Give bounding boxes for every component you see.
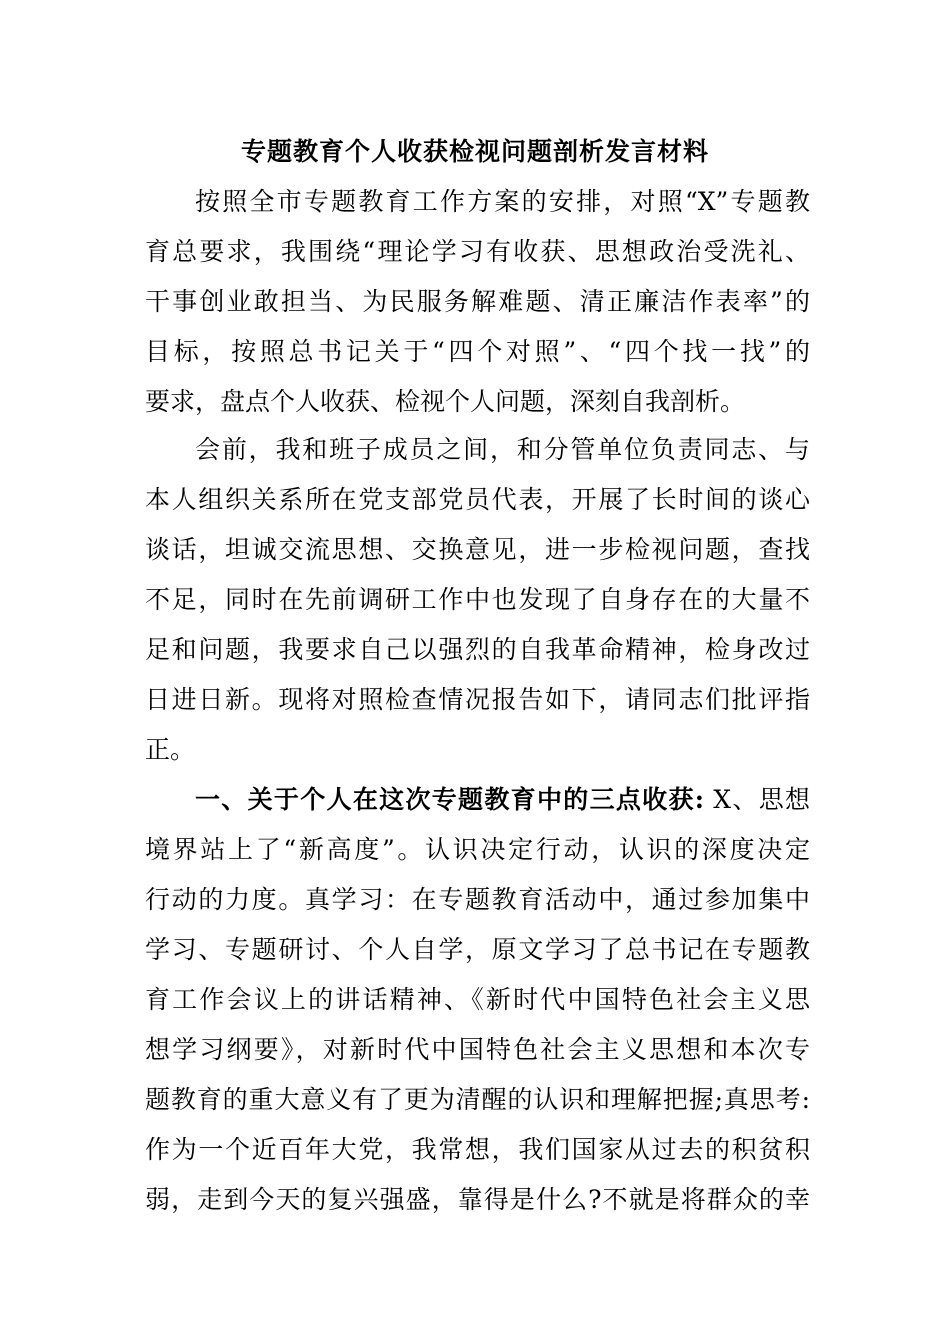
- paragraph-line: 足和问题，我要求自己以强烈的自我革命精神，检身改过: [145, 635, 810, 664]
- paragraph-line: 会前，我和班子成员之间，和分管单位负责同志、与: [195, 435, 810, 464]
- paragraph-line: 谈话，坦诚交流思想、交换意见，进一步检视问题，查找: [145, 535, 810, 564]
- paragraph-line: 按照全市专题教育工作方案的安排，对照“X”专题教: [195, 187, 810, 216]
- paragraph-line: [145, 775, 810, 825]
- paragraph-2: [145, 425, 810, 775]
- heading-continuation: X、思想: [704, 785, 810, 814]
- document-title: 专题教育个人收获检视问题剖析发言材料: [240, 137, 709, 166]
- paragraph-line: 正。: [145, 735, 196, 764]
- paragraph-line: 要求，盘点个人收获、检视个人问题，深刻自我剖析。: [145, 387, 746, 416]
- paragraph-line: 日进日新。现将对照检查情况报告如下，请同志们批评指: [145, 685, 810, 714]
- section-heading: 一、关于个人在这次专题教育中的三点收获:: [195, 785, 705, 814]
- paragraph-line: 境界站上了“新高度”。认识决定行动，认识的深度决定: [145, 835, 810, 864]
- paragraph-line: 本人组织关系所在党支部党员代表，开展了长时间的谈心: [145, 485, 810, 514]
- paragraph-3: [145, 775, 810, 1225]
- paragraph-line: 育工作会议上的讲话精神、《新时代中国特色社会主义思: [145, 985, 810, 1014]
- paragraph-line: 作为一个近百年大党，我常想，我们国家从过去的积贫积: [145, 1135, 810, 1164]
- paragraph-line: 不足，同时在先前调研工作中也发现了自身存在的大量不: [145, 585, 810, 614]
- paragraph-line: 育总要求，我围绕“理论学习有收获、思想政治受洗礼、: [145, 237, 810, 266]
- paragraph-line: 题教育的重大意义有了更为清醒的认识和理解把握;真思考:: [145, 1085, 810, 1114]
- paragraph-line: 目标，按照总书记关于“四个对照”、“四个找一找”的: [145, 337, 810, 366]
- paragraph-1: [145, 177, 810, 427]
- paragraph-line: 行动的力度。真学习：在专题教育活动中，通过参加集中: [145, 885, 810, 914]
- paragraph-line: 想学习纲要》，对新时代中国特色社会主义思想和本次专: [145, 1035, 810, 1064]
- paragraph-line: 弱，走到今天的复兴强盛，靠得是什么?不就是将群众的幸: [145, 1185, 810, 1214]
- paragraph-line: 干事创业敢担当、为民服务解难题、清正廉洁作表率”的: [145, 287, 810, 316]
- paragraph-line: 学习、专题研讨、个人自学，原文学习了总书记在专题教: [145, 935, 810, 964]
